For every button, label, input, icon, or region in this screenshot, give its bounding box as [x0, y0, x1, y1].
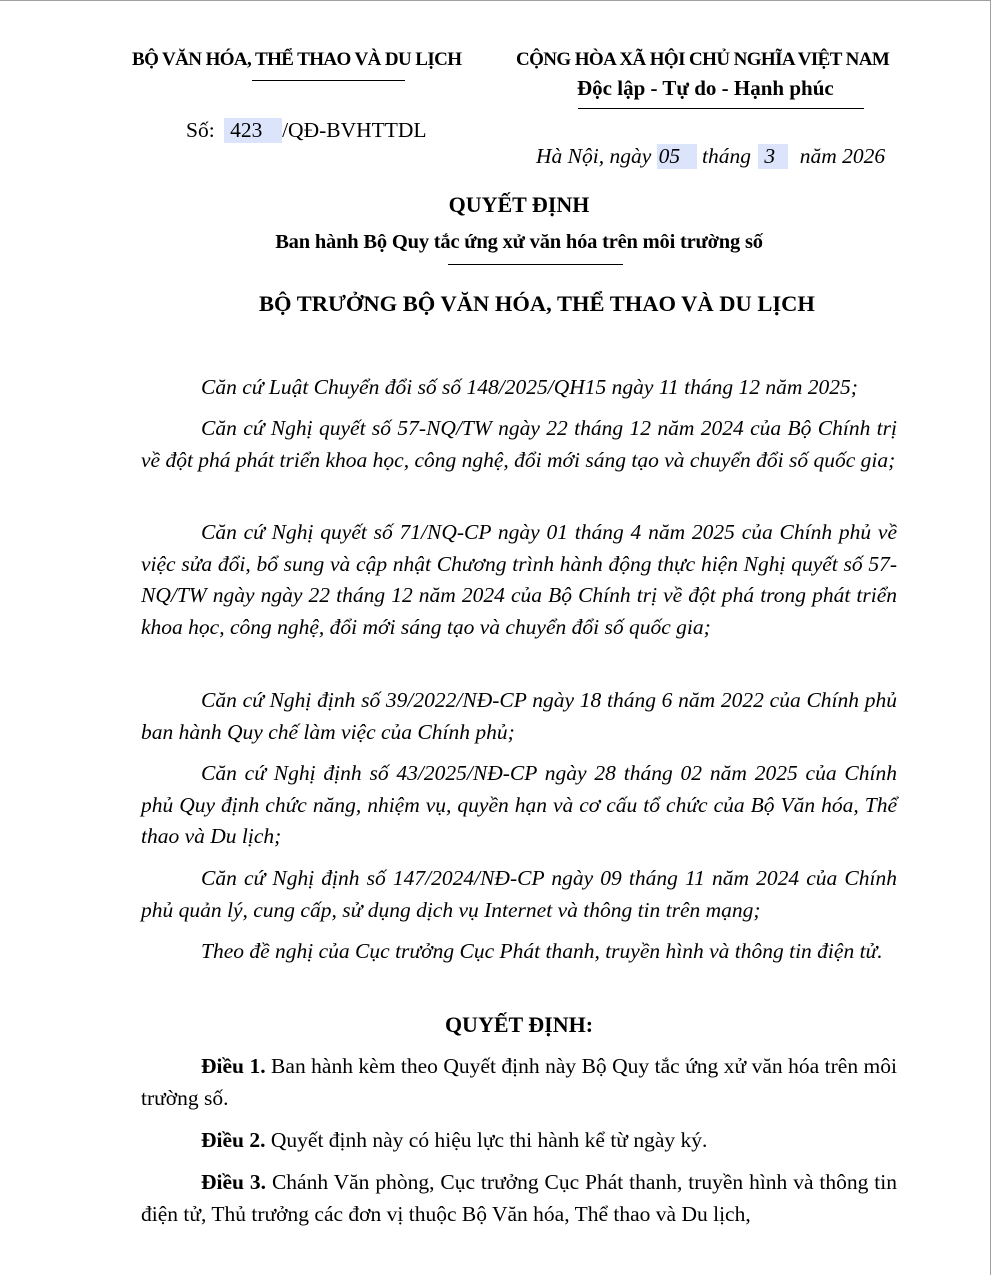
- issuing-authority: BỘ TRƯỞNG BỘ VĂN HÓA, THỂ THAO VÀ DU LỊCH: [259, 291, 815, 316]
- article-1: [141, 1051, 897, 1114]
- legal-basis-6: Căn cứ Nghị định số 147/2024/NĐ-CP ngày 09 tháng 11 năm 2024 của Chính phủ quản lý, cung cấp, sử dụng dịch vụ Internet và thông tin trên mạng;: [141, 866, 897, 922]
- document-title: QUYẾT ĐỊNH: [448, 192, 590, 217]
- place-date-prefix: Hà Nội, ngày: [536, 144, 652, 168]
- article-2-text: Quyết định này có hiệu lực thi hành kể từ ngày ký.: [265, 1128, 708, 1152]
- legal-basis-3: Căn cứ Nghị quyết số 71/NQ-CP ngày 01 tháng 4 năm 2025 của Chính phủ về việc sửa đổi, bổ sung và cập nhật Chương trình hành động thực hiện Nghị quyết số 57-NQ/TW ngày ngày 22 tháng 12 năm 2024 của Bộ Chính trị về đột phá trong phát triển khoa học, công nghệ, đổi mới sáng tạo và chuyển đổi số quốc gia;: [141, 520, 897, 639]
- article-2: [141, 1125, 897, 1157]
- day-field[interactable]: 05: [657, 144, 697, 169]
- number-label: Số:: [186, 118, 215, 142]
- republic-name: CỘNG HÒA XÃ HỘI CHỦ NGHĨA VIỆT NAM: [516, 49, 890, 70]
- decision-heading: QUYẾT ĐỊNH:: [444, 1012, 594, 1037]
- number-field[interactable]: 423: [224, 118, 282, 143]
- article-2-label: Điều 2.: [201, 1128, 266, 1152]
- legal-basis-1: Căn cứ Luật Chuyển đổi số số 148/2025/QH15 ngày 11 tháng 12 năm 2025;: [201, 375, 858, 399]
- article-3-text: Chánh Văn phòng, Cục trưởng Cục Phát thanh, truyền hình và thông tin điện tử, Thủ trưởng các đơn vị thuộc Bộ Văn hóa, Thể thao và Du lịch,: [141, 1170, 898, 1226]
- legal-basis-4: Căn cứ Nghị định số 39/2022/NĐ-CP ngày 18 tháng 6 năm 2022 của Chính phủ ban hành Quy chế làm việc của Chính phủ;: [141, 688, 897, 744]
- document-subtitle: Ban hành Bộ Quy tắc ứng xử văn hóa trên môi trường số: [275, 231, 763, 253]
- subtitle-underline: [448, 264, 623, 265]
- legal-basis-2: Căn cứ Nghị quyết số 57-NQ/TW ngày 22 tháng 12 năm 2024 của Bộ Chính trị về đột phá phát triển khoa học, công nghệ, đổi mới sáng tạo và chuyển đổi số quốc gia;: [141, 416, 897, 472]
- legal-basis-5: Căn cứ Nghị định số 43/2025/NĐ-CP ngày 28 tháng 02 năm 2025 của Chính phủ Quy định chức năng, nhiệm vụ, quyền hạn và cơ cấu tổ chức của Bộ Văn hóa, Thể thao và Du lịch;: [141, 761, 897, 848]
- number-suffix: /QĐ-BVHTTDL: [282, 118, 427, 142]
- legal-basis-7: Theo đề nghị của Cục trưởng Cục Phát thanh, truyền hình và thông tin điện tử.: [201, 939, 883, 963]
- year-label: năm 2026: [799, 144, 886, 168]
- article-1-label: Điều 1.: [201, 1054, 266, 1078]
- ministry-underline: [252, 80, 405, 81]
- document-number: [186, 118, 427, 143]
- national-motto: Độc lập - Tự do - Hạnh phúc: [577, 76, 834, 100]
- month-label: tháng: [702, 144, 751, 168]
- ministry-name: BỘ VĂN HÓA, THỂ THAO VÀ DU LỊCH: [132, 49, 462, 70]
- article-3: [141, 1167, 897, 1230]
- article-1-text: Ban hành kèm theo Quyết định này Bộ Quy tắc ứng xử văn hóa trên môi trường số.: [141, 1054, 897, 1110]
- place-date: [536, 144, 885, 169]
- motto-underline: [578, 108, 864, 109]
- month-field[interactable]: 3: [758, 144, 788, 169]
- article-3-label: Điều 3.: [201, 1170, 267, 1194]
